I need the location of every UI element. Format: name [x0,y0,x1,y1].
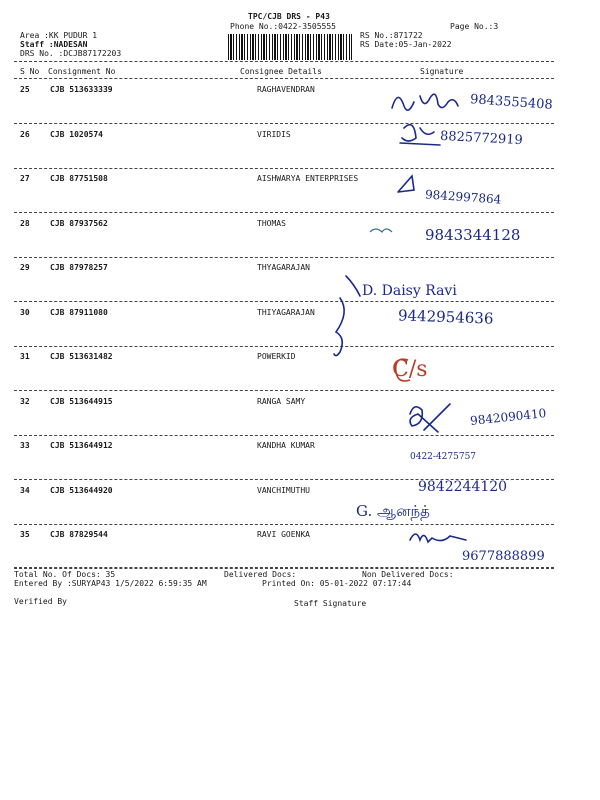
serial-number: 33 [20,441,30,450]
handwritten-phone-26: 8825772919 [439,128,524,149]
consignee-name: POWERKID [257,352,296,361]
phone-number: Phone No.:0422-3505555 [230,22,336,31]
consignee-name: VANCHIMUTHU [257,486,310,495]
handwritten-name-34: G. ஆனந்த் [356,502,430,520]
consignment-number: CJB 513631482 [50,352,113,361]
consignee-name: THYAGARAJAN [257,263,310,272]
serial-number: 26 [20,130,30,139]
col-consignee: Consignee Details [240,67,322,76]
handwritten-phone-34: 9842244120 [418,479,508,495]
staff-label: Staff :NADESAN [20,40,88,49]
consignment-number: CJB 1020574 [50,130,103,139]
drs-number: DRS No. :DCJB87172203 [20,49,122,58]
signature-35 [410,534,466,542]
consignment-number: CJB 87751508 [50,174,108,183]
signature-27 [398,176,414,192]
handwritten-phone-29-30: 9442954636 [397,306,494,328]
serial-number: 28 [20,219,30,228]
handwritten-phone-25: 9843555408 [469,92,554,113]
consignment-number: CJB 87829544 [50,530,108,539]
total-docs: Total No. Of Docs: 35 [14,570,116,579]
document-title: TPC/CJB DRS - P43 [248,12,330,21]
consignee-name: RAGHAVENDRAN [257,85,315,94]
consignee-name: AISHWARYA ENTERPRISES [257,174,359,183]
serial-number: 27 [20,174,30,183]
col-signature: Signature [420,67,464,76]
serial-number: 29 [20,263,30,272]
consignment-number: CJB 513633339 [50,85,113,94]
consignment-number: CJB 513644920 [50,486,113,495]
consignee-name: KANDHA KUMAR [257,441,315,450]
printed-on: Printed On: 05-01-2022 07:17:44 [262,579,412,588]
handwritten-phone-35: 9677888899 [462,549,545,564]
consignee-name: RANGA SAMY [257,397,306,406]
consignment-number: CJB 87911080 [50,308,108,317]
handwritten-cs-31: C/s [392,357,428,382]
handwritten-phone-27: 9842997864 [424,187,502,207]
handwritten-name-29-30: D. Daisy Ravi [362,283,457,299]
consignment-number: CJB 513644915 [50,397,113,406]
verified-by: Verified By [14,597,67,606]
handwritten-phone-33: 0422-4275757 [410,452,477,462]
consignment-number: CJB 513644912 [50,441,113,450]
signature-32-33 [410,404,450,432]
col-consignment: Consignment No [48,67,116,76]
consignee-name: VIRIDIS [257,130,291,139]
page-number: Page No.:3 [450,22,499,31]
entered-by: Entered By :SURYAP43 1/5/2022 6:59:35 AM [14,579,207,588]
consignee-name: THIYAGARAJAN [257,308,315,317]
serial-number: 25 [20,85,30,94]
handwritten-phone-32: 9842090410 [469,406,547,428]
serial-number: 35 [20,530,30,539]
delivered-docs: Delivered Docs: [224,570,297,579]
signature-26 [400,125,440,145]
area-label: Area :KK PUDUR 1 [20,31,98,40]
signature-28 [370,229,392,232]
non-delivered-docs: Non Delivered Docs: [362,570,454,579]
handwritten-phone-28: 9843344128 [425,226,521,244]
divider [14,567,554,568]
bracket-29-30 [334,276,360,356]
serial-number: 34 [20,486,30,495]
signature-25 [392,94,458,110]
consignment-number: CJB 87937562 [50,219,108,228]
staff-signature: Staff Signature [294,599,367,608]
rs-number: RS No.:871722 [360,31,423,40]
serial-number: 30 [20,308,30,317]
serial-number: 31 [20,352,30,361]
consignment-number: CJB 87978257 [50,263,108,272]
consignee-name: THOMAS [257,219,286,228]
serial-number: 32 [20,397,30,406]
rs-date: RS Date:05-Jan-2022 [360,40,452,49]
col-sno: S No [20,67,40,76]
consignee-name: RAVI GOENKA [257,530,310,539]
